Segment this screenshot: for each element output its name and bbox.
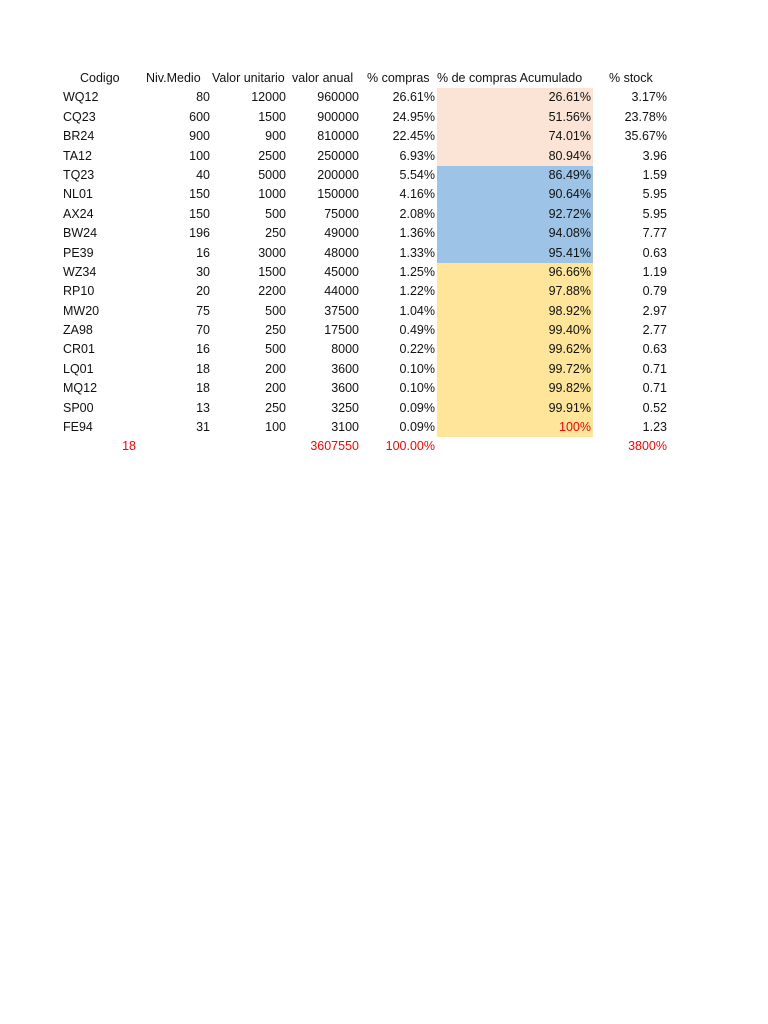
table-row	[58, 127, 698, 146]
cell-pct-compras[interactable]: 0.10%	[399, 381, 435, 396]
total-valor-anual[interactable]: 3607550	[310, 439, 359, 454]
cell-valor-anual[interactable]: 45000	[324, 264, 359, 279]
totals-row	[58, 437, 698, 456]
cell-codigo[interactable]: BW24	[63, 226, 98, 241]
cell-codigo[interactable]: TA12	[63, 148, 92, 163]
cell-pct-acumulado[interactable]: 90.64%	[437, 185, 593, 204]
table-row	[58, 418, 698, 437]
cell-valor-anual[interactable]: 75000	[324, 206, 359, 221]
cell-pct-acumulado[interactable]: 99.82%	[437, 379, 593, 398]
table-row	[58, 302, 698, 321]
total-pct-compras[interactable]: 100.00%	[385, 439, 435, 454]
cell-valor-unitario[interactable]: 250	[265, 323, 286, 338]
header-niv-medio[interactable]: Niv.Medio	[146, 71, 201, 85]
cell-pct-compras[interactable]: 0.09%	[399, 400, 435, 415]
cell-codigo[interactable]: WQ12	[63, 90, 99, 105]
cell-pct-compras[interactable]: 1.22%	[399, 284, 435, 299]
cell-codigo[interactable]: AX24	[63, 206, 94, 221]
cell-niv-medio[interactable]: 70	[196, 323, 210, 338]
cell-pct-acumulado[interactable]: 99.72%	[437, 360, 593, 379]
total-pct-stock[interactable]: 3800%	[628, 439, 667, 454]
cell-pct-stock[interactable]: 0.63	[642, 342, 667, 357]
cell-codigo[interactable]: CR01	[63, 342, 95, 357]
cell-codigo[interactable]: CQ23	[63, 109, 96, 124]
table-row	[58, 147, 698, 166]
cell-pct-stock[interactable]: 35.67%	[624, 129, 667, 144]
cell-pct-compras[interactable]: 0.49%	[399, 323, 435, 338]
cell-pct-stock[interactable]: 5.95	[642, 187, 667, 202]
header-codigo[interactable]: Codigo	[80, 71, 120, 85]
cell-valor-anual[interactable]: 44000	[324, 284, 359, 299]
cell-pct-stock[interactable]: 0.71	[642, 381, 667, 396]
cell-pct-compras[interactable]: 2.08%	[399, 206, 435, 221]
cell-valor-unitario[interactable]: 200	[265, 361, 286, 376]
cell-pct-acumulado[interactable]: 94.08%	[437, 224, 593, 243]
cell-valor-unitario[interactable]: 500	[265, 342, 286, 357]
cell-valor-anual[interactable]: 250000	[317, 148, 359, 163]
cell-pct-compras[interactable]: 0.09%	[399, 420, 435, 435]
cell-codigo[interactable]: BR24	[63, 129, 95, 144]
cell-valor-anual[interactable]: 3600	[331, 361, 359, 376]
cell-niv-medio[interactable]: 30	[196, 264, 210, 279]
cell-valor-anual[interactable]: 200000	[317, 167, 359, 182]
cell-niv-medio[interactable]: 20	[196, 284, 210, 299]
cell-pct-acumulado[interactable]: 86.49%	[437, 166, 593, 185]
cell-pct-acumulado[interactable]: 99.91%	[437, 399, 593, 418]
table-row	[58, 282, 698, 301]
table-row	[58, 224, 698, 243]
cell-valor-anual[interactable]: 3100	[331, 420, 359, 435]
cell-pct-compras[interactable]: 1.04%	[399, 303, 435, 318]
cell-codigo[interactable]: RP10	[63, 284, 95, 299]
cell-valor-unitario[interactable]: 1500	[258, 109, 286, 124]
cell-pct-acumulado[interactable]: 95.41%	[437, 244, 593, 263]
cell-pct-acumulado[interactable]: 92.72%	[437, 205, 593, 224]
total-count[interactable]: 18	[122, 439, 136, 454]
table-row	[58, 360, 698, 379]
cell-niv-medio[interactable]: 80	[196, 90, 210, 105]
cell-valor-unitario[interactable]: 250	[265, 400, 286, 415]
cell-pct-compras[interactable]: 6.93%	[399, 148, 435, 163]
cell-valor-unitario[interactable]: 3000	[258, 245, 286, 260]
cell-niv-medio[interactable]: 75	[196, 303, 210, 318]
cell-pct-acumulado[interactable]: 96.66%	[437, 263, 593, 282]
cell-pct-compras[interactable]: 22.45%	[392, 129, 435, 144]
cell-codigo[interactable]: PE39	[63, 245, 94, 260]
cell-pct-compras[interactable]: 1.33%	[399, 245, 435, 260]
cell-pct-compras[interactable]: 0.22%	[399, 342, 435, 357]
cell-codigo[interactable]: FE94	[63, 420, 93, 435]
cell-valor-anual[interactable]: 150000	[317, 187, 359, 202]
cell-pct-acumulado[interactable]: 99.62%	[437, 340, 593, 359]
cell-pct-stock[interactable]: 1.59	[642, 167, 667, 182]
cell-niv-medio[interactable]: 600	[189, 109, 210, 124]
cell-valor-unitario[interactable]: 2500	[258, 148, 286, 163]
cell-valor-anual[interactable]: 3600	[331, 381, 359, 396]
cell-valor-anual[interactable]: 48000	[324, 245, 359, 260]
cell-niv-medio[interactable]: 16	[196, 245, 210, 260]
table-row	[58, 399, 698, 418]
cell-valor-unitario[interactable]: 12000	[251, 90, 286, 105]
header-valor-unitario[interactable]: Valor unitario	[212, 71, 285, 85]
cell-pct-acumulado[interactable]: 100%	[437, 418, 593, 437]
cell-pct-stock[interactable]: 0.71	[642, 361, 667, 376]
table-row	[58, 244, 698, 263]
cell-pct-acumulado[interactable]: 98.92%	[437, 302, 593, 321]
cell-pct-stock[interactable]: 1.23	[642, 420, 667, 435]
table-row	[58, 321, 698, 340]
table-row	[58, 88, 698, 107]
cell-niv-medio[interactable]: 40	[196, 167, 210, 182]
table-row	[58, 108, 698, 127]
table-row	[58, 166, 698, 185]
cell-pct-stock[interactable]: 23.78%	[624, 109, 667, 124]
cell-pct-stock[interactable]: 0.52	[642, 400, 667, 415]
cell-valor-anual[interactable]: 8000	[331, 342, 359, 357]
cell-niv-medio[interactable]: 900	[189, 129, 210, 144]
cell-valor-unitario[interactable]: 5000	[258, 167, 286, 182]
cell-valor-unitario[interactable]: 1000	[258, 187, 286, 202]
cell-pct-stock[interactable]: 2.97	[642, 303, 667, 318]
cell-valor-unitario[interactable]: 900	[265, 129, 286, 144]
header-pct-acumulado[interactable]: % de compras Acumulado	[437, 71, 583, 85]
cell-niv-medio[interactable]: 16	[196, 342, 210, 357]
cell-pct-stock[interactable]: 3.17%	[631, 90, 667, 105]
cell-pct-acumulado[interactable]: 99.40%	[437, 321, 593, 340]
header-valor-anual[interactable]: valor anual	[292, 71, 354, 85]
data-rows	[58, 88, 698, 437]
cell-pct-compras[interactable]: 26.61%	[392, 90, 435, 105]
cell-pct-acumulado[interactable]: 97.88%	[437, 282, 593, 301]
cell-pct-stock[interactable]: 0.63	[642, 245, 667, 260]
cell-valor-anual[interactable]: 3250	[331, 400, 359, 415]
cell-valor-unitario[interactable]: 1500	[258, 264, 286, 279]
cell-pct-stock[interactable]: 5.95	[642, 206, 667, 221]
cell-valor-unitario[interactable]: 2200	[258, 284, 286, 299]
table-row	[58, 263, 698, 282]
cell-pct-compras[interactable]: 0.10%	[399, 361, 435, 376]
cell-pct-stock[interactable]: 0.79	[642, 284, 667, 299]
cell-codigo[interactable]: TQ23	[63, 167, 95, 182]
cell-codigo[interactable]: LQ01	[63, 361, 94, 376]
cell-niv-medio[interactable]: 150	[189, 187, 210, 202]
cell-pct-acumulado[interactable]: 74.01%	[437, 127, 593, 146]
cell-valor-anual[interactable]: 960000	[317, 90, 359, 105]
cell-pct-compras[interactable]: 4.16%	[399, 187, 435, 202]
cell-codigo[interactable]: SP00	[63, 400, 94, 415]
cell-pct-stock[interactable]: 2.77	[642, 323, 667, 338]
header-pct-compras[interactable]: % compras	[367, 71, 430, 85]
table-row	[58, 340, 698, 359]
cell-pct-acumulado[interactable]: 26.61%	[437, 88, 593, 107]
cell-pct-acumulado[interactable]: 51.56%	[437, 108, 593, 127]
cell-valor-anual[interactable]: 37500	[324, 303, 359, 318]
cell-valor-unitario[interactable]: 500	[265, 303, 286, 318]
spreadsheet	[58, 69, 698, 457]
cell-pct-compras[interactable]: 1.36%	[399, 226, 435, 241]
header-row	[58, 69, 698, 88]
cell-pct-compras[interactable]: 5.54%	[399, 167, 435, 182]
cell-valor-anual[interactable]: 49000	[324, 226, 359, 241]
cell-codigo[interactable]: WZ34	[63, 264, 97, 279]
cell-pct-stock[interactable]: 3.96	[642, 148, 667, 163]
cell-codigo[interactable]: MQ12	[63, 381, 98, 396]
cell-pct-compras[interactable]: 1.25%	[399, 264, 435, 279]
cell-valor-unitario[interactable]: 500	[265, 206, 286, 221]
cell-niv-medio[interactable]: 150	[189, 206, 210, 221]
table-row	[58, 379, 698, 398]
cell-niv-medio[interactable]: 18	[196, 361, 210, 376]
cell-pct-acumulado[interactable]: 80.94%	[437, 147, 593, 166]
cell-pct-compras[interactable]: 24.95%	[392, 109, 435, 124]
table-row	[58, 185, 698, 204]
cell-niv-medio[interactable]: 31	[196, 420, 210, 435]
cell-valor-anual[interactable]: 900000	[317, 109, 359, 124]
cell-pct-stock[interactable]: 1.19	[642, 264, 667, 279]
cell-pct-stock[interactable]: 7.77	[642, 226, 667, 241]
cell-valor-unitario[interactable]: 250	[265, 226, 286, 241]
cell-niv-medio[interactable]: 13	[196, 400, 210, 415]
header-pct-stock[interactable]: % stock	[609, 71, 653, 85]
cell-codigo[interactable]: MW20	[63, 303, 100, 318]
cell-niv-medio[interactable]: 196	[189, 226, 210, 241]
cell-valor-anual[interactable]: 17500	[324, 323, 359, 338]
cell-codigo[interactable]: ZA98	[63, 323, 93, 338]
cell-niv-medio[interactable]: 100	[189, 148, 210, 163]
cell-valor-unitario[interactable]: 100	[265, 420, 286, 435]
cell-codigo[interactable]: NL01	[63, 187, 93, 202]
table-row	[58, 205, 698, 224]
cell-valor-anual[interactable]: 810000	[317, 129, 359, 144]
cell-niv-medio[interactable]: 18	[196, 381, 210, 396]
cell-valor-unitario[interactable]: 200	[265, 381, 286, 396]
